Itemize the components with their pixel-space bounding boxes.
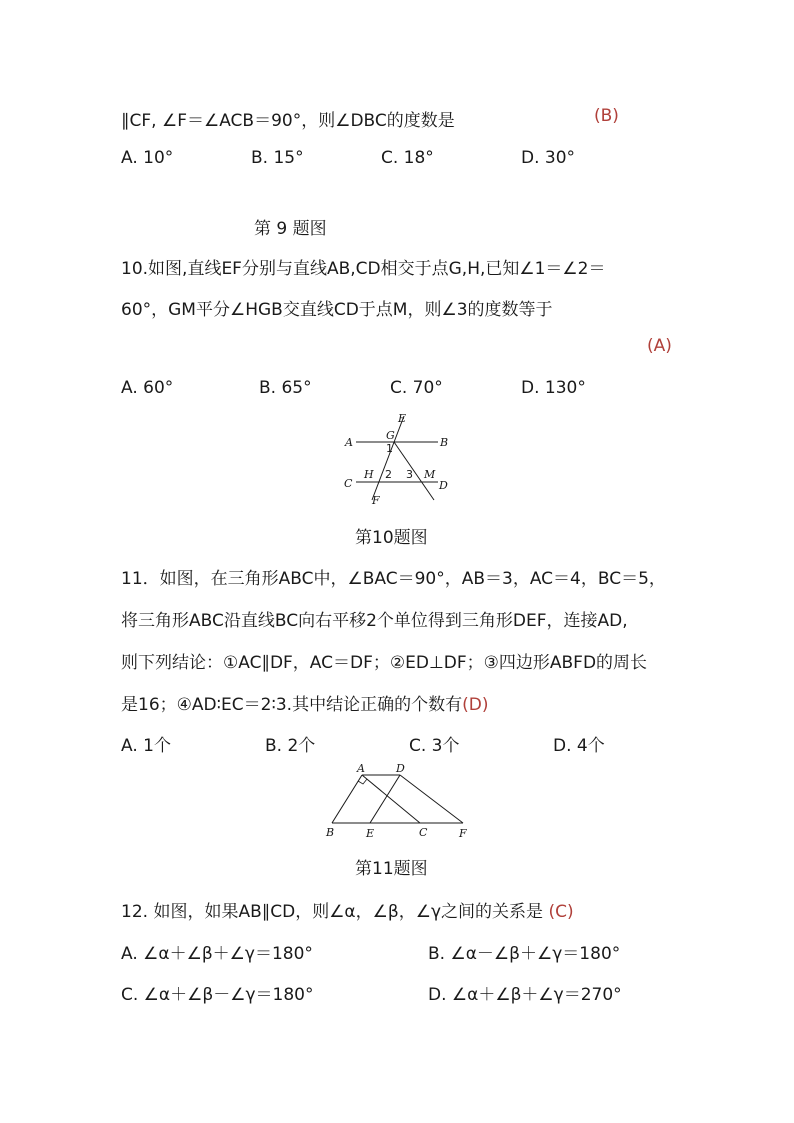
q12-stem-text: 12. 如图，如果AB∥CD，则∠α，∠β，∠γ之间的关系是 [121, 902, 549, 922]
segment-de [370, 775, 400, 823]
label-c: C [419, 826, 428, 839]
q11-option-a: A. 1个 [121, 736, 171, 756]
label-angle-1: 1 [386, 442, 393, 455]
q12-option-a: A. ∠α＋∠β＋∠γ＝180° [121, 944, 313, 964]
q11-stem-line2: 将三角形ABC沿直线BC向右平移2个单位得到三角形DEF，连接AD, [121, 611, 628, 631]
q11-stem-line3: 则下列结论：①AC∥DF，AC＝DF；②ED⊥DF；③四边形ABFD的周长 [121, 653, 648, 673]
q9-option-d: D. 30° [521, 148, 576, 168]
q10-option-b: B. 65° [259, 378, 312, 398]
q10-figure [338, 408, 458, 510]
label-a: A [357, 762, 365, 775]
q11-figure-caption: 第11题图 [355, 859, 428, 879]
q12-option-c: C. ∠α＋∠β－∠γ＝180° [121, 985, 314, 1005]
q11-option-b: B. 2个 [265, 736, 316, 756]
q10-option-a: A. 60° [121, 378, 174, 398]
label-m: M [424, 468, 436, 481]
label-angle-3: 3 [406, 468, 413, 481]
q9-answer: (B) [594, 106, 619, 126]
segment-ac [362, 775, 420, 823]
q12-answer: (C) [548, 902, 574, 922]
q12-stem [121, 897, 574, 922]
q12-option-b: B. ∠α－∠β＋∠γ＝180° [428, 944, 621, 964]
label-d: D [439, 479, 448, 492]
q9-stem-tail: ∥CF, ∠F＝∠ACB＝90°，则∠DBC的度数是 [121, 111, 455, 131]
q9-option-a: A. 10° [121, 148, 174, 168]
label-h: H [364, 468, 374, 481]
q10-option-d: D. 130° [521, 378, 586, 398]
q10-figure-caption: 第10题图 [355, 528, 428, 548]
label-f: F [459, 827, 467, 840]
q10-stem-line2: 60°，GM平分∠HGB交直线CD于点M，则∠3的度数等于 [121, 300, 553, 320]
q11-answer: (D) [462, 695, 489, 715]
q10-option-c: C. 70° [390, 378, 443, 398]
q11-stem-line4 [121, 690, 488, 715]
label-e: E [398, 412, 407, 425]
segment-ab [332, 775, 362, 823]
label-e: E [366, 827, 375, 840]
segment-df [400, 775, 463, 823]
q12-option-d: D. ∠α＋∠β＋∠γ＝270° [428, 985, 622, 1005]
label-c: C [344, 477, 353, 490]
label-d: D [396, 762, 405, 775]
q11-stem-line1: 11．如图，在三角形ABC中，∠BAC＝90°，AB＝3，AC＝4，BC＝5， [121, 569, 666, 589]
label-b: B [326, 826, 335, 839]
q10-stem-line1: 10.如图,直线EF分别与直线AB,CD相交于点G,H,已知∠1＝∠2＝ [121, 259, 606, 279]
q11-option-c: C. 3个 [409, 736, 460, 756]
q9-option-b: B. 15° [251, 148, 304, 168]
q11-figure [318, 760, 478, 844]
q9-option-c: C. 18° [381, 148, 434, 168]
q10-answer: (A) [647, 336, 672, 356]
q11-stem-line4-text: 是16；④AD∶EC＝2∶3.其中结论正确的个数有 [121, 695, 463, 715]
label-a: A [345, 436, 353, 449]
label-f: F [372, 494, 380, 507]
label-g: G [386, 429, 395, 442]
label-b: B [440, 436, 449, 449]
label-angle-2: 2 [385, 468, 392, 481]
q9-figure-caption: 第 9 题图 [254, 219, 327, 239]
q11-option-d: D. 4个 [553, 736, 605, 756]
